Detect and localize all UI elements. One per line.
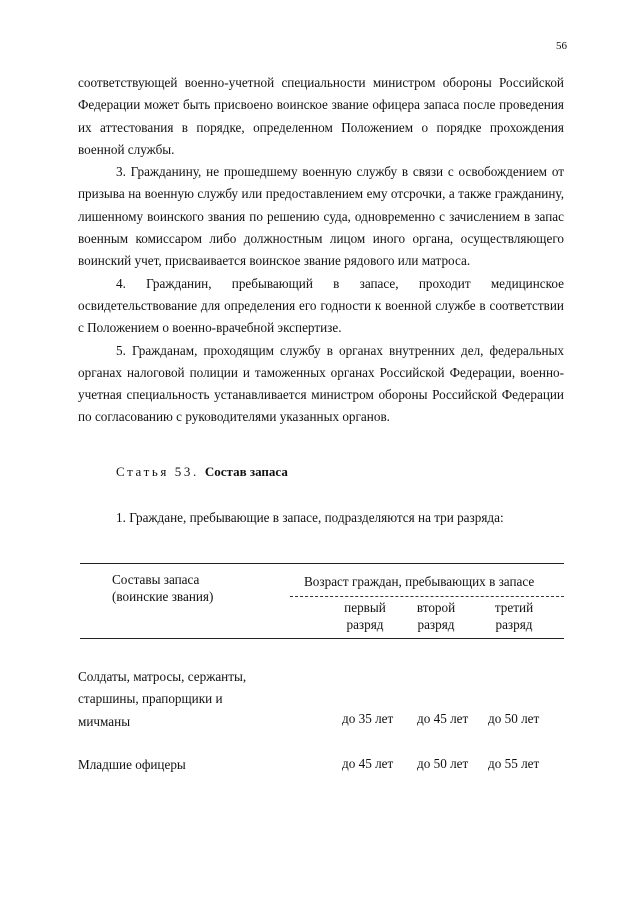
- table-cell: до 50 лет: [417, 756, 469, 771]
- article-clause-1: 1. Граждане, пребывающие в запасе, подразделяются на три разряда:: [116, 510, 504, 525]
- article-title: Состав запаса: [204, 464, 288, 479]
- table-cell: до 45 лет: [342, 756, 394, 771]
- paragraph-continuation: соответствующей военно-учетной специальности министром обороны Российской Федерации может быть присвоено воинское звание офицера запаса после проведения их аттестования в порядке, определенном Положением о порядке прохождения военной службы.: [78, 75, 564, 157]
- table-row-label: Младшие офицеры: [78, 757, 186, 772]
- article-heading: [116, 464, 288, 480]
- table-header-age-group: Возраст граждан, пребывающих в запасе: [304, 574, 535, 589]
- article-number: Статья 53.: [116, 464, 199, 479]
- table-header-divider: [290, 596, 564, 597]
- table-top-rule: [80, 563, 564, 564]
- table-row-label: Солдаты, матросы, сержанты, старшины, прапорщики и мичманы: [78, 669, 247, 729]
- table-cell: до 55 лет: [488, 756, 540, 771]
- table-header-bottom-rule: [80, 638, 564, 639]
- table-cell: до 50 лет: [488, 711, 540, 726]
- paragraph-3: 3. Гражданину, не прошедшему военную службу в связи с освобождением от призыва на военную службу или предоставлением ему отсрочки, а также гражданину, лишенному воинского звания по решению суда, одновременно с зачислением в запас военным комиссаром либо должностным лицом иного органа, осуществляющего воинский учет, присваивается воинское звание рядового или матроса.: [78, 164, 564, 269]
- table-header-composition: Составы запаса (воинские звания): [112, 572, 214, 604]
- table-cell: до 35 лет: [342, 711, 394, 726]
- paragraph-5: 5. Гражданам, проходящим службу в органах внутренних дел, федеральных органах налоговой полиции и таможенных органах Российской Федерации, военно-учетная специальность устанавливается министром обороны Российской Федерации по согласованию с руководителями указанных органов.: [78, 342, 564, 425]
- table-cell: до 45 лет: [417, 711, 469, 726]
- page-number: 56: [556, 40, 567, 52]
- table-header-third-category: третий разряд: [494, 600, 534, 632]
- body-text: [78, 72, 564, 429]
- paragraph-4: 4. Гражданин, пребывающий в запасе, проходит медицинское освидетельствование для определения его годности к военной службе в соответствии с Положением о военно-врачебной экспертизе.: [78, 275, 564, 336]
- table-header-second-category: второй разряд: [416, 600, 456, 632]
- table-header-first-category: первый разряд: [344, 600, 386, 632]
